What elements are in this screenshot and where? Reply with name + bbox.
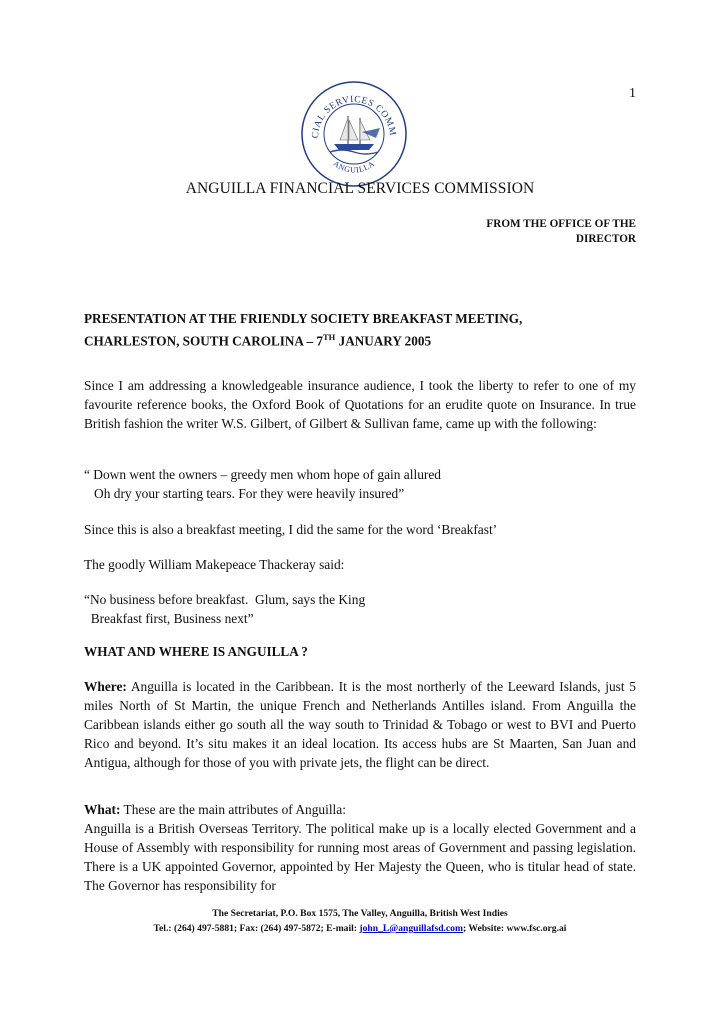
presentation-heading <box>84 309 636 350</box>
heading-line-1: PRESENTATION AT THE FRIENDLY SOCIETY BREAKFAST MEETING, <box>84 311 523 326</box>
what-label: What: <box>84 802 121 817</box>
what-intro <box>84 800 636 819</box>
what-paragraph: Anguilla is a British Overseas Territory. The political make up is a locally elected Government and a House of Assembly with responsibility for running most areas of Government and passing legislation. There is a UK appointed Governor, appointed by Her Majesty the Queen, who is titular head of state. The Governor has responsibility for <box>84 821 636 894</box>
office-line-1: FROM THE OFFICE OF THE <box>486 218 636 230</box>
breakfast-paragraph: Since this is also a breakfast meeting, I did the same for the word ‘Breakfast’ <box>84 522 498 537</box>
where-label: Where: <box>84 679 127 694</box>
footer-contact: Tel.: (264) 497-5881; Fax: (264) 497-5872; E-mail: john_L@anguillafsd.com; Website: www.fsc.org.ai <box>153 923 567 934</box>
seal-arc-bottom-text: ANGUILLA <box>331 158 377 175</box>
gilbert-quote-line-2: Oh dry your starting tears. For they were heavily insured” <box>84 486 405 501</box>
thackeray-quote-line-1: “No business before breakfast. Glum, says the King <box>84 592 366 607</box>
thackeray-quote-line-2: Breakfast first, Business next” <box>84 611 254 626</box>
heading-line-2: CHARLESTON, SOUTH CAROLINA – 7TH JANUARY 2005 <box>84 332 432 349</box>
fsc-logo-seal <box>300 80 408 188</box>
seal-graphic <box>300 80 408 188</box>
gilbert-quote-line-1: “ Down went the owners – greedy men whom hope of gain allured <box>84 467 441 482</box>
seal-arc-top-text: CIAL SERVICES COMM <box>310 94 398 139</box>
what-text: These are the main attributes of Anguilla: <box>120 802 346 817</box>
thackeray-paragraph: The goodly William Makepeace Thackeray said: <box>84 557 345 572</box>
email-link[interactable]: john_L@anguillafsd.com <box>359 923 463 934</box>
sailing-ship-icon <box>330 116 380 154</box>
where-text: Anguilla is located in the Caribbean. It is the most northerly of the Leeward Islands, just 5 miles North of St Martin, the unique French and Netherlands Antilles island. From Anguilla the Caribbean islands either go south all the way south to Trinidad & Tobago or west to BVI and Puerto Rico and beyond. It’s situ makes it an ideal location. Its access hubs are St Maarten, San Juan and Antigua, although for those of you with private jets, the flight can be direct. <box>84 679 636 771</box>
page-number: 1 <box>629 86 636 101</box>
footer-address: The Secretariat, P.O. Box 1575, The Valley, Anguilla, British West Indies <box>212 908 508 919</box>
section-heading: WHAT AND WHERE IS ANGUILLA ? <box>84 644 308 659</box>
where-paragraph <box>84 677 636 772</box>
organization-title: ANGUILLA FINANCIAL SERVICES COMMISSION <box>185 180 535 197</box>
footer <box>0 906 720 936</box>
intro-paragraph: Since I am addressing a knowledgeable insurance audience, I took the liberty to refer to one of my favourite reference books, the Oxford Book of Quotations for an erudite quote on Insurance. In true British fashion the writer W.S. Gilbert, of Gilbert & Sullivan fame, came up with the following: <box>84 378 636 432</box>
office-line-2: DIRECTOR <box>575 233 636 245</box>
office-of-director <box>486 217 636 247</box>
